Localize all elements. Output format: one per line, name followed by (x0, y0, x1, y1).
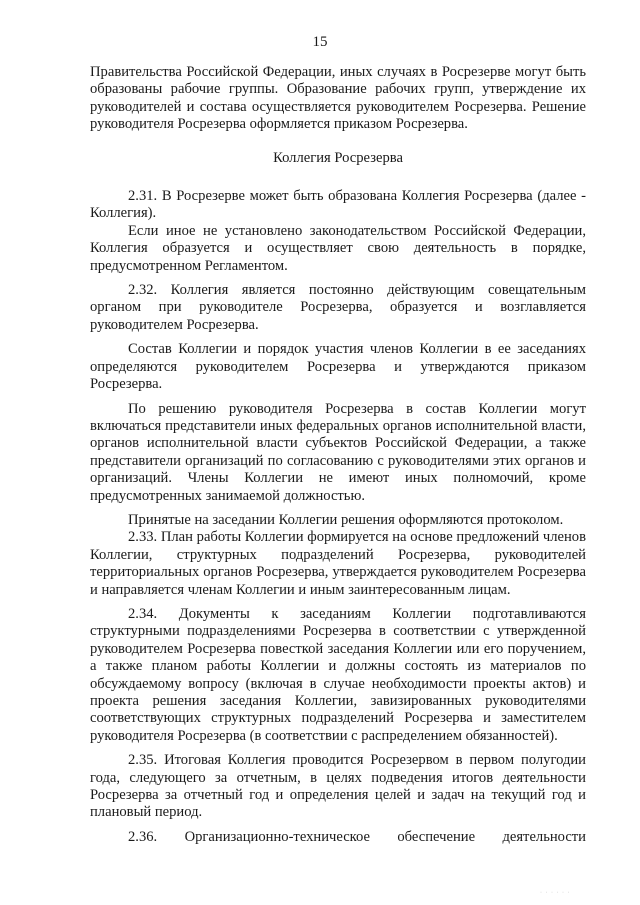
paragraph-2-35: 2.35. Итоговая Коллегия проводится Росрезервом в первом полугодии года, следующего за отчетным, в целях подведения итогов деятельности Росрезерва за отчетный год и определения целей и задач на текущий год и плановый период. (90, 752, 586, 821)
paragraph-2-33: 2.33. План работы Коллегии формируется на основе предложений членов Коллегии, структурных подразделений Росрезерва, руководителей территориальных органов Росрезерва, утверждается руководителем Росрезерва и направляется членам Коллегии и иным заинтересованным лицам. (90, 529, 586, 598)
paragraph-collegium-formation: Если иное не установлено законодательством Российской Федерации, Коллегия образуется и осуществляет свою деятельность в порядке, предусмотренном Регламентом. (90, 222, 586, 274)
paragraph-2-32: 2.32. Коллегия является постоянно действующим совещательным органом при руководителе Росрезерва, образуется и возглавляется руководителем Росрезерва. (90, 282, 586, 333)
page-number: 15 (312, 34, 328, 50)
paragraph-2-34: 2.34. Документы к заседаниям Коллегии подготавливаются структурными подразделениями Росрезерва в соответствии с утвержденной руководителем Росрезерва повесткой заседания Коллегии или его поручением, а также планом работы Коллегии и должны состоять из материалов по обсуждаемому вопросу (включая в случае необходимости проекты актов) и проекта решения заседания Коллегии, завизированных руководителями соответствующих структурных подразделений Росрезерва и заместителем руководителя Росрезерва (в соответствии с распределением обязанностей). (90, 605, 586, 744)
paragraph-collegium-composition: Состав Коллегии и порядок участия членов Коллегии в ее заседаниях определяются руководителем Росрезерва и утверждаются приказом Росрезерва. (90, 341, 586, 393)
section-heading: Коллегия Росрезерва (273, 149, 403, 166)
document-body (90, 64, 586, 846)
paragraph-collegium-members: По решению руководителя Росрезерва в состав Коллегии могут включаться представители иных федеральных органов исполнительной власти, органов исполнительной власти субъектов Российской Федерации, а также представители организаций по согласованию с руководителями этих органов и организаций. Члены Коллегии не имеют иных полномочий, кроме предусмотренных занимаемой должностью. (90, 400, 586, 504)
paragraph-decisions-protocol: Принятые на заседании Коллегии решения оформляются протоколом. (128, 511, 564, 528)
scan-artifact: · · · · · · (540, 890, 571, 896)
paragraph-2-36: 2.36. Организационно-техническое обеспечение деятельности (128, 828, 586, 845)
paragraph-continuation: Правительства Российской Федерации, иных случаях в Росрезерве могут быть образованы рабочие группы. Образование рабочих групп, утверждение их руководителей и состава осуществляется руководителем Росрезерва. Решение руководителя Росрезерва оформляется приказом Росрезерва. (90, 64, 586, 133)
paragraph-2-31: 2.31. В Росрезерве может быть образована Коллегия Росрезерва (далее - Коллегия). (90, 188, 586, 222)
